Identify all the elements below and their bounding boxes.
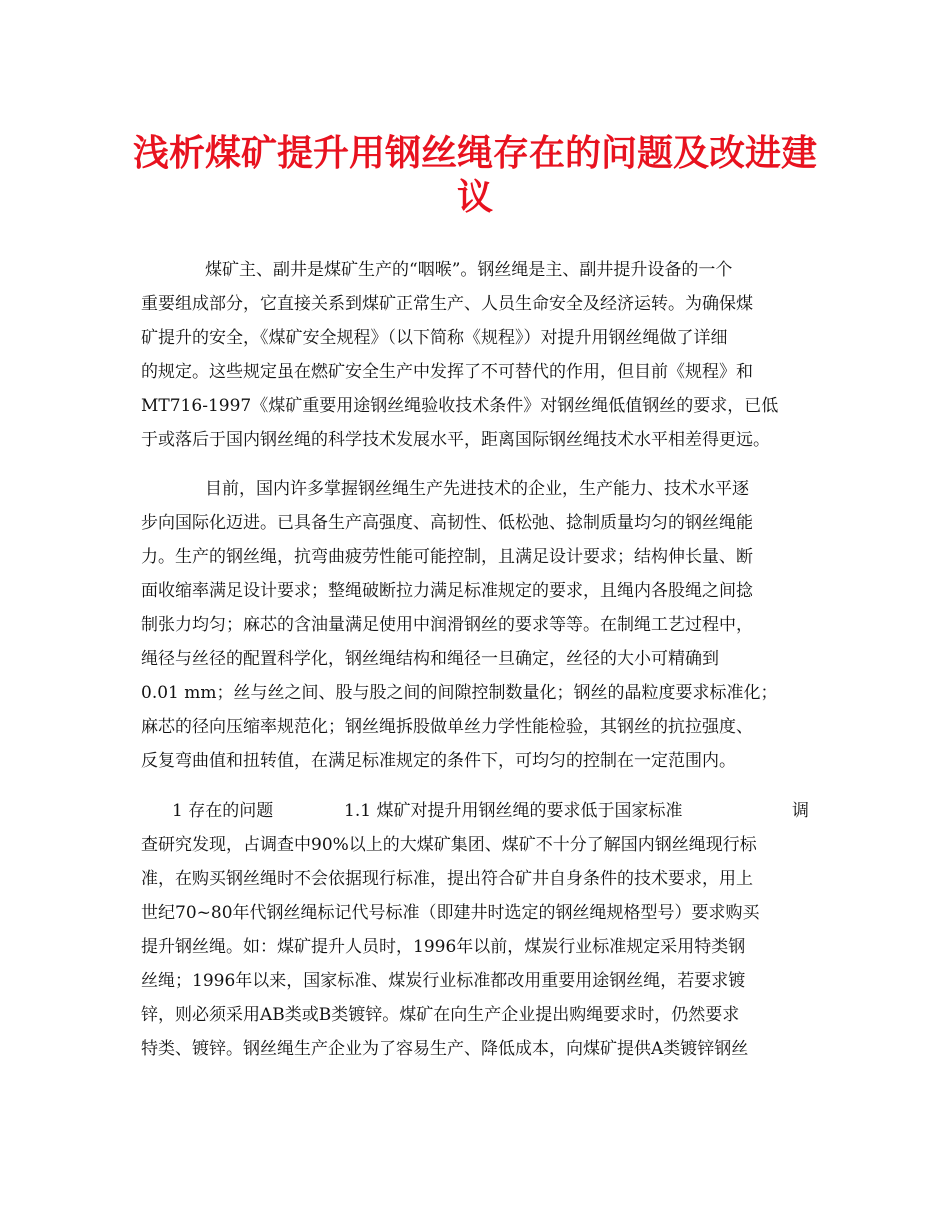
paragraph-line: 目前，国内许多掌握钢丝绳生产先进技术的企业，生产能力、技术水平逐 [205,479,749,499]
paragraph-line: 反复弯曲值和扭转值，在满足标准规定的条件下，可均匀的控制在一定范围内。 [141,751,736,771]
paragraph-line: 0.01 mm；丝与丝之间、股与股之间的间隙控制数量化；钢丝的晶粒度要求标准化； [141,683,778,703]
paragraph-line: 查研究发现，占调查中90%以上的大煤矿集团、煤矿不十分了解国内钢丝绳现行标 [141,835,757,855]
document-title: 浅析煤矿提升用钢丝绳存在的问题及改进建 [132,132,817,174]
paragraph-line: 面收缩率满足设计要求；整绳破断拉力满足标准规定的要求，且绳内各股绳之间捻 [141,581,753,601]
paragraph-line: 制张力均匀；麻芯的含油量满足使用中润滑钢丝的要求等等。在制绳工艺过程中， [141,615,753,635]
paragraph-line: 于或落后于国内钢丝绳的科学技术发展水平，距离国际钢丝绳技术水平相差得更远。 [141,430,770,450]
paragraph-line: 提升钢丝绳。如：煤矿提升人员时，1996年以前，煤炭行业标准规定采用特类钢 [141,937,746,957]
paragraph-line: 麻芯的径向压缩率规范化；钢丝绳拆股做单丝力学性能检验，其钢丝的抗拉强度、 [141,717,753,737]
paragraph-line: 重要组成部分，它直接关系到煤矿正常生产、人员生命安全及经济运转。为确保煤 [141,294,753,314]
paragraph-line: 矿提升的安全，《煤矿安全规程》（以下简称《规程》）对提升用钢丝绳做了详细 [141,328,728,348]
document-title-continued: 议 [456,176,493,218]
paragraph-line: 的规定。这些规定虽在燃矿安全生产中发挥了不可替代的作用，但目前《规程》和 [141,362,753,382]
paragraph-line: MT716-1997《煤矿重要用途钢丝绳验收技术条件》对钢丝绳低值钢丝的要求，已低 [141,396,779,416]
paragraph-line: 准，在购买钢丝绳时不会依据现行标准，提出符合矿井自身条件的技术要求，用上 [141,869,753,889]
paragraph-line: 世纪70~80年代钢丝绳标记代号标准（即建井时选定的钢丝绳规格型号）要求购买 [141,903,760,923]
paragraph-line: 丝绳；1996年以来，国家标准、煤炭行业标准都改用重要用途钢丝绳，若要求镀 [141,971,746,991]
section-heading: 1 存在的问题 [172,801,274,821]
paragraph-line: 煤矿主、副井是煤矿生产的“咽喉”。钢丝绳是主、副井提升设备的一个 [205,260,733,280]
paragraph-line: 锌，则必须采用AB类或B类镀锌。煤矿在向生产企业提出购绳要求时，仍然要求 [141,1005,740,1025]
paragraph-line: 绳径与丝径的配置科学化，钢丝绳结构和绳径一旦确定，丝径的大小可精确到 [141,649,719,669]
paragraph-line: 步向国际化迈进。已具备生产高强度、高韧性、低松弛、捻制质量均匀的钢丝绳能 [141,513,753,533]
section-subheading: 1.1 煤矿对提升用钢丝绳的要求低于国家标准 [344,801,683,821]
section-lead-text: 调 [792,801,809,821]
paragraph-line: 特类、镀锌。钢丝绳生产企业为了容易生产、降低成本，向煤矿提供A类镀锌钢丝 [141,1039,749,1059]
paragraph-line: 力。生产的钢丝绳，抗弯曲疲劳性能可能控制，且满足设计要求；结构伸长量、断 [141,547,753,567]
